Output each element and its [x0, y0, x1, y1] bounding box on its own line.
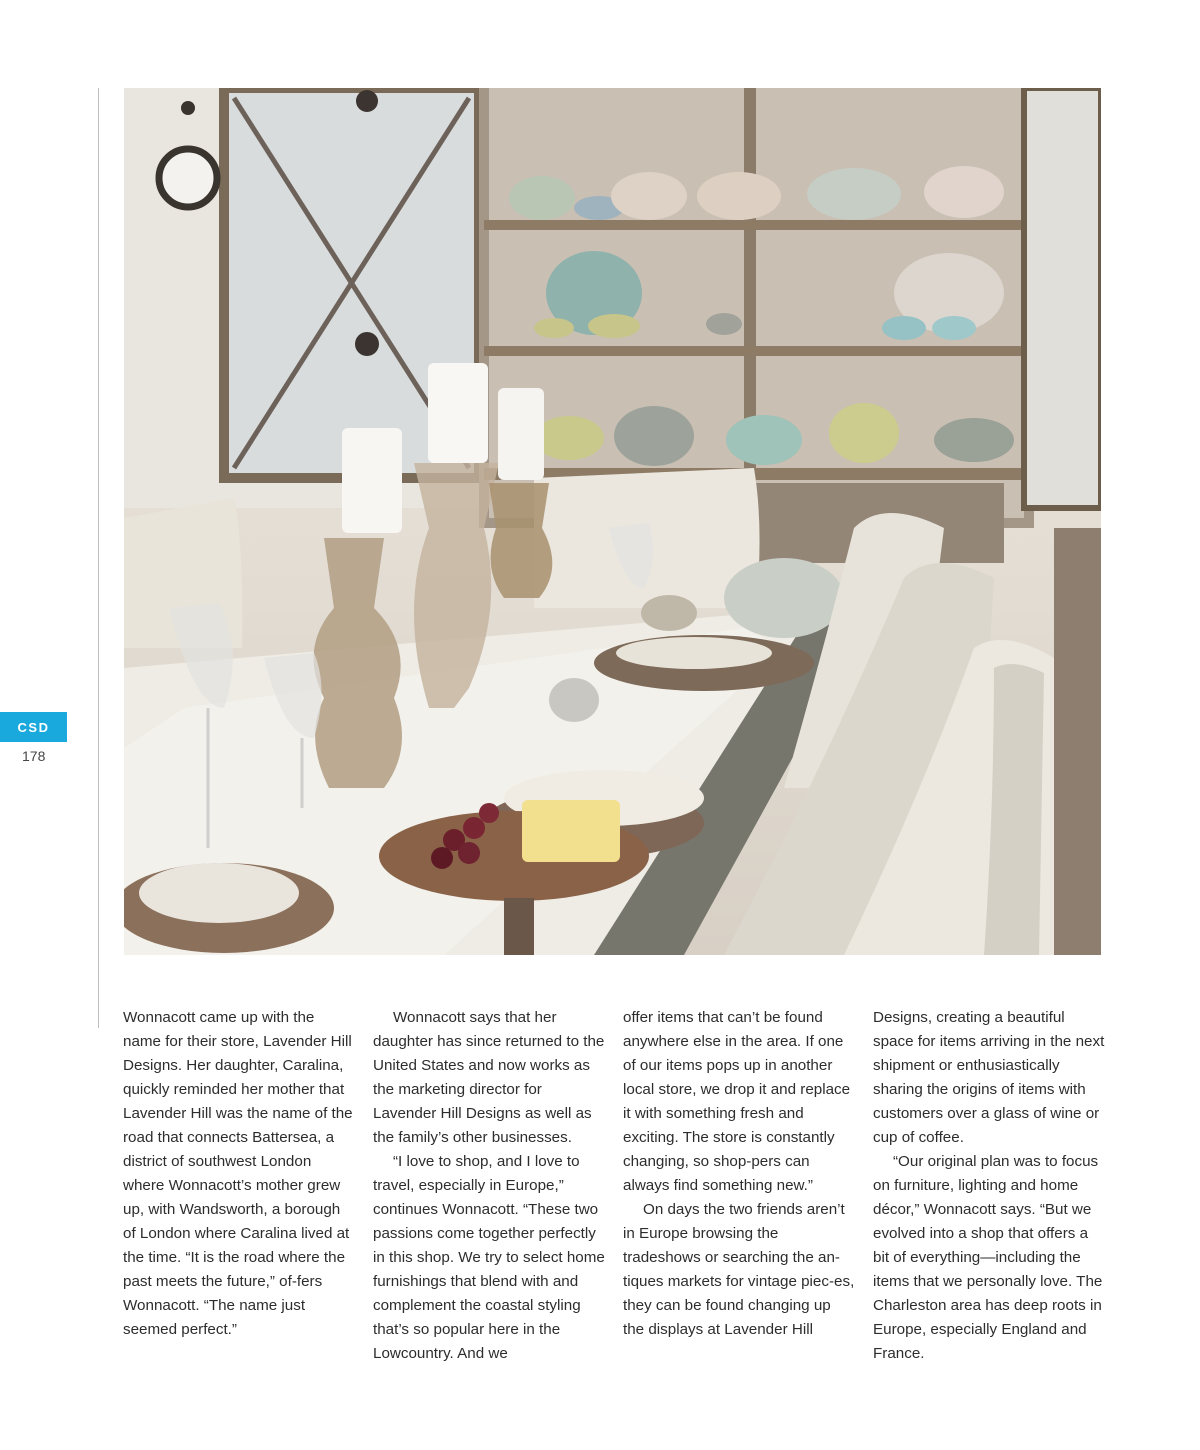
- dining-room-photo: [124, 88, 1101, 955]
- margin-rule: [98, 88, 99, 1028]
- paragraph: Designs, creating a beautiful space for items arriving in the next shipment or enthusiastically sharing the origins of items with customers over a glass of wine or cup of coffee.: [873, 1009, 1105, 1146]
- paragraph: offer items that can’t be found anywhere else in the area. If one of our items pops up in another local store, we drop it and replace it with something fresh and exciting. The store is constantly changing, so shop-pers can always find something new.”: [623, 1009, 851, 1194]
- article-column-4: [873, 1006, 1105, 1366]
- article-column-2: [373, 1006, 605, 1366]
- article-column-3: [623, 1006, 855, 1342]
- article-column-1: [123, 1006, 355, 1342]
- article-body: [123, 1006, 1105, 1436]
- paragraph: On days the two friends aren’t in Europe browsing the tradeshows or searching the an-tiques markets for vintage piec-es, they can be found changing up the displays at Lavender Hill: [623, 1201, 855, 1338]
- photo-illustration: [124, 88, 1101, 955]
- paragraph: Wonnacott says that her daughter has since returned to the United States and now works as the marketing director for Lavender Hill Designs as well as the family’s other businesses.: [373, 1009, 605, 1146]
- paragraph: Wonnacott came up with the name for their store, Lavender Hill Designs. Her daughter, Caralina, quickly reminded her mother that Lavender Hill was the name of the road that connects Battersea, a district of southwest London where Wonnacott’s mother grew up, with Wandsworth, a borough of London where Caralina lived at the time. “It is the road where the past meets the future,” of-fers Wonnacott. “The name just seemed perfect.”: [123, 1009, 353, 1338]
- paragraph: “Our original plan was to focus on furniture, lighting and home décor,” Wonnacott says. “But we evolved into a shop that offers a bit of everything—including the items that we personally love. The Charleston area has deep roots in Europe, especially England and France.: [873, 1153, 1103, 1362]
- paragraph: “I love to shop, and I love to travel, especially in Europe,” continues Wonnacott. “These two passions come together perfectly in this shop. We try to select home furnishings that blend with and complement the coastal styling that’s so popular here in the Lowcountry. And we: [373, 1153, 605, 1362]
- section-badge: CSD: [0, 712, 67, 742]
- page-number: 178: [22, 748, 46, 764]
